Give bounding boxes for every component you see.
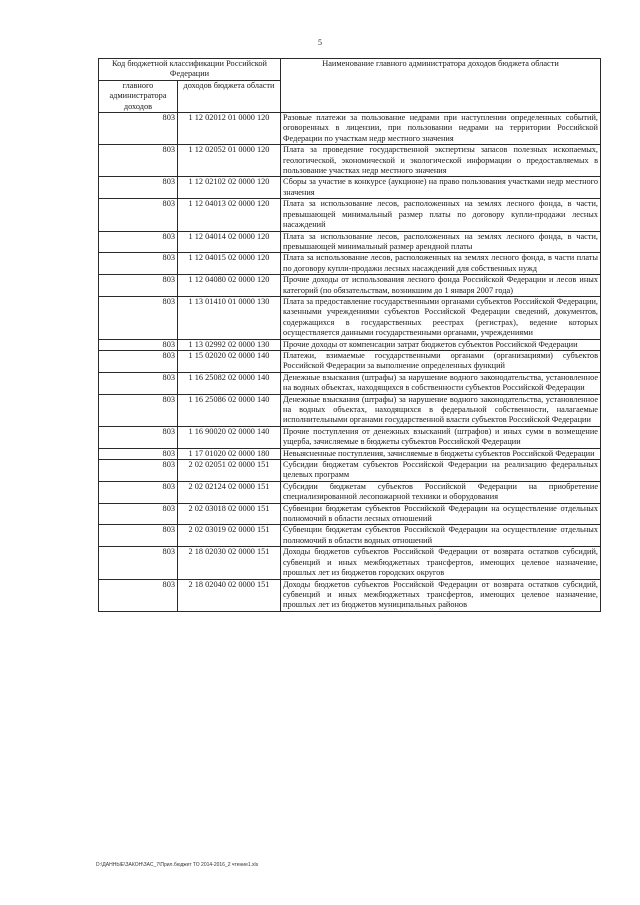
table-row [99, 460, 601, 482]
revenue-code-cell: 2 02 02124 02 0000 151 [178, 481, 281, 503]
revenue-name-cell: Субвенции бюджетам субъектов Российской Федерации на осуществление отдельных полномочий в области лесных отношений [281, 503, 601, 525]
revenue-name-cell: Плата за использование лесов, расположенных на землях лесного фонда, в части, превышающей минимальный размер платы по договору купли-продажи лесных насаждений [281, 199, 601, 231]
table-row [99, 275, 601, 297]
revenue-name-cell: Субсидии бюджетам субъектов Российской Федерации на реализацию федеральных целевых программ [281, 460, 601, 482]
revenue-name-cell: Плата за проведение государственной экспертизы запасов полезных ископаемых, геологической, экономической и экологической информации о предоставляемых в пользование участках недр местного значения [281, 145, 601, 177]
revenue-code-cell: 1 13 01410 01 0000 130 [178, 296, 281, 339]
kbk-group-header: Код бюджетной классификации Российской Федерации [99, 59, 281, 81]
admin-code-cell: 803 [99, 113, 178, 145]
revenue-code-cell: 1 12 04015 02 0000 120 [178, 253, 281, 275]
revenue-code-cell: 1 16 90020 02 0000 140 [178, 426, 281, 448]
footer-file-path: D:\ДАННЫЕ\ЗАКОН\ЗАС_7\Прил.бюджет ТО 2014-2016_2 чтение1.xls [96, 862, 259, 868]
table-row [99, 372, 601, 394]
revenue-code-cell: 1 15 02020 02 0000 140 [178, 350, 281, 372]
admin-code-cell: 803 [99, 199, 178, 231]
revenue-column-header: доходов бюджета области [178, 80, 281, 112]
table-row [99, 231, 601, 253]
table-row [99, 113, 601, 145]
admin-code-cell: 803 [99, 579, 178, 611]
table-row [99, 339, 601, 350]
admin-code-cell: 803 [99, 481, 178, 503]
revenue-code-cell: 2 02 03019 02 0000 151 [178, 525, 281, 547]
revenue-name-cell: Денежные взыскания (штрафы) за нарушение водного законодательства, установленное на водных объектах, находящихся в федеральной собственности, налагаемые исполнительными органами государственной власти субъектов Российской Федерации [281, 394, 601, 426]
table-row [99, 448, 601, 459]
revenue-name-cell: Прочие поступления от денежных взысканий (штрафов) и иных сумм в возмещение ущерба, зачисляемые в бюджеты субъектов Российской Федерации [281, 426, 601, 448]
admin-code-cell: 803 [99, 231, 178, 253]
admin-code-cell: 803 [99, 350, 178, 372]
admin-code-cell: 803 [99, 426, 178, 448]
table-row [99, 503, 601, 525]
table-row [99, 394, 601, 426]
revenue-name-cell: Плата за предоставление государственными органами субъектов Российской Федерации, казенными учреждениями субъектов Российской Федерации сведений, документов, содержащихся в государственных реестрах (регистрах), ведение которых осуществляется данными государственными органами, учреждениями [281, 296, 601, 339]
revenue-code-cell: 1 12 02052 01 0000 120 [178, 145, 281, 177]
admin-code-cell: 803 [99, 547, 178, 579]
table-row [99, 253, 601, 275]
admin-code-cell: 803 [99, 394, 178, 426]
table-row [99, 579, 601, 611]
admin-code-cell: 803 [99, 275, 178, 297]
table-row [99, 547, 601, 579]
admin-code-cell: 803 [99, 460, 178, 482]
revenue-code-cell: 2 18 02030 02 0000 151 [178, 547, 281, 579]
revenue-code-cell: 2 02 02051 02 0000 151 [178, 460, 281, 482]
table-row [99, 145, 601, 177]
admin-code-cell: 803 [99, 372, 178, 394]
revenue-name-cell: Платежи, взимаемые государственными органами (организациями) субъектов Российской Федерации за выполнение определенных функций [281, 350, 601, 372]
admin-code-cell: 803 [99, 145, 178, 177]
revenue-code-cell: 1 12 04013 02 0000 120 [178, 199, 281, 231]
revenue-code-cell: 1 12 02102 02 0000 120 [178, 177, 281, 199]
table-header [99, 59, 601, 113]
revenue-code-cell: 1 17 01020 02 0000 180 [178, 448, 281, 459]
revenue-code-cell: 1 16 25086 02 0000 140 [178, 394, 281, 426]
revenue-name-cell: Невыясненные поступления, зачисляемые в бюджеты субъектов Российской Федерации [281, 448, 601, 459]
table-row [99, 350, 601, 372]
revenue-name-cell: Субсидии бюджетам субъектов Российской Федерации на приобретение специализированной лесопожарной техники и оборудования [281, 481, 601, 503]
page-number: 5 [318, 38, 322, 47]
revenue-name-cell: Прочие доходы от компенсации затрат бюджетов субъектов Российской Федерации [281, 339, 601, 350]
revenue-name-cell: Плата за использование лесов, расположенных на землях лесного фонда, в части платы по договору купли-продажи лесных насаждений для собственных нужд [281, 253, 601, 275]
table-row [99, 199, 601, 231]
table-row [99, 525, 601, 547]
revenue-code-cell: 1 13 02992 02 0000 130 [178, 339, 281, 350]
admin-column-header: главного администратора доходов [99, 80, 178, 112]
revenue-code-cell: 1 16 25082 02 0000 140 [178, 372, 281, 394]
revenue-name-cell: Плата за использование лесов, расположенных на землях лесного фонда, в части, превышающей минимальный размер арендной платы [281, 231, 601, 253]
admin-code-cell: 803 [99, 503, 178, 525]
admin-code-cell: 803 [99, 177, 178, 199]
revenue-code-cell: 1 12 02012 01 0000 120 [178, 113, 281, 145]
revenue-name-cell: Доходы бюджетов субъектов Российской Федерации от возврата остатков субсидий, субвенций и иных межбюджетных трансфертов, имеющих целевое назначение, прошлых лет из бюджетов городских округов [281, 547, 601, 579]
revenue-code-cell: 1 12 04014 02 0000 120 [178, 231, 281, 253]
name-column-header: Наименование главного администратора доходов бюджета области [281, 59, 601, 113]
table-row [99, 426, 601, 448]
revenue-code-cell: 2 18 02040 02 0000 151 [178, 579, 281, 611]
revenue-name-cell: Доходы бюджетов субъектов Российской Федерации от возврата остатков субсидий, субвенций и иных межбюджетных трансфертов, имеющих целевое назначение, прошлых лет из бюджетов муниципальных районов [281, 579, 601, 611]
table-row [99, 177, 601, 199]
admin-code-cell: 803 [99, 339, 178, 350]
table-row [99, 296, 601, 339]
admin-code-cell: 803 [99, 296, 178, 339]
revenue-name-cell: Денежные взыскания (штрафы) за нарушение водного законодательства, установленное на водных объектах, находящихся в собственности субъектов Российской Федерации [281, 372, 601, 394]
revenue-name-cell: Разовые платежи за пользование недрами при наступлении определенных событий, оговоренных в лицензии, при пользовании недрами на территории Российской Федерации по участкам недр местного значения [281, 113, 601, 145]
revenue-name-cell: Субвенции бюджетам субъектов Российской Федерации на осуществление отдельных полномочий в области водных отношений [281, 525, 601, 547]
revenue-administrators-table [98, 58, 601, 612]
admin-code-cell: 803 [99, 448, 178, 459]
admin-code-cell: 803 [99, 525, 178, 547]
table-row [99, 481, 601, 503]
revenue-code-cell: 1 12 04080 02 0000 120 [178, 275, 281, 297]
revenue-code-cell: 2 02 03018 02 0000 151 [178, 503, 281, 525]
admin-code-cell: 803 [99, 253, 178, 275]
revenue-name-cell: Сборы за участие в конкурсе (аукционе) на право пользования участками недр местного значения [281, 177, 601, 199]
revenue-name-cell: Прочие доходы от использования лесного фонда Российской Федерации и лесов иных категорий (по обязательствам, возникшим до 1 января 2007 года) [281, 275, 601, 297]
table-body [99, 113, 601, 612]
